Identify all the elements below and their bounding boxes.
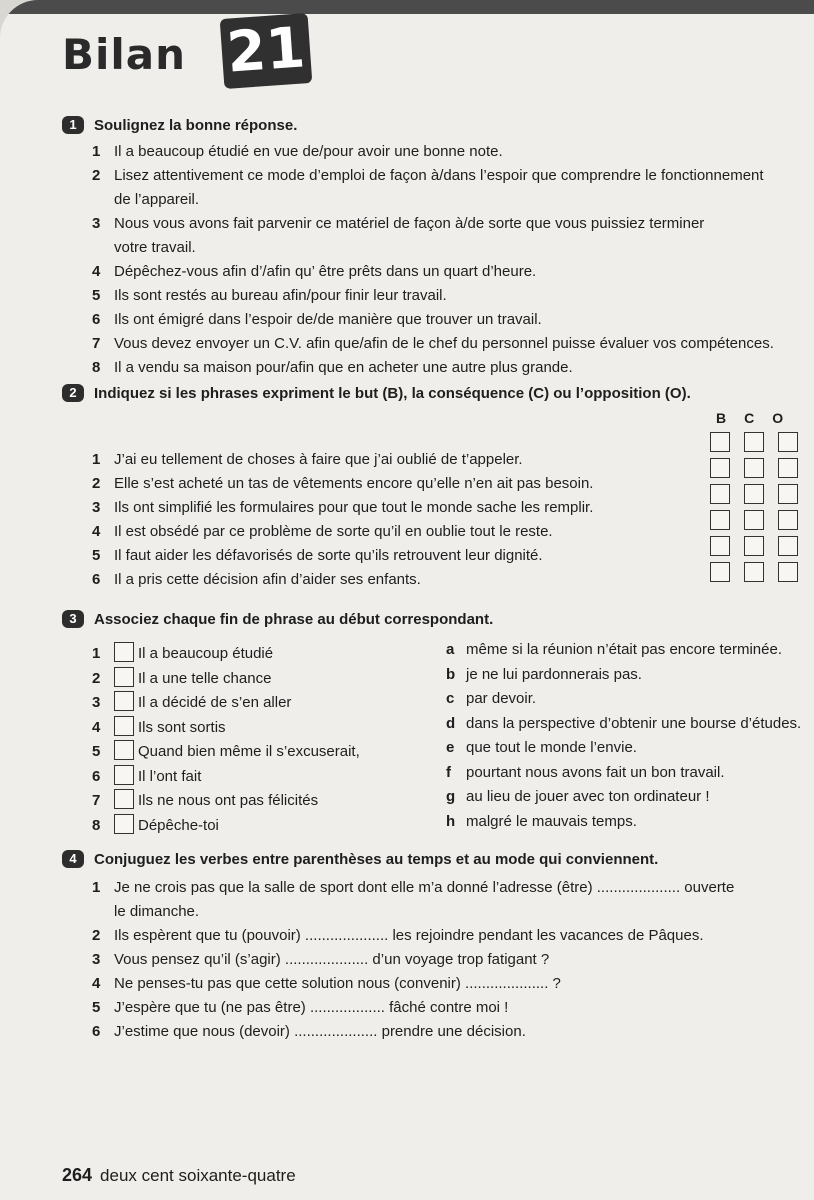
sentence-starts	[62, 642, 392, 838]
list-item: 5 Quand bien même il s’excuserait,	[62, 740, 392, 765]
list-item: 6 J’estime que nous (devoir) .................... prendre une décision.	[92, 1023, 526, 1040]
list-item: 4 Ne penses-tu pas que cette solution nous (convenir) .................... ?	[92, 975, 561, 992]
list-item: 5 Il faut aider les défavorisés de sorte qu’ils retrouvent leur dignité.	[92, 547, 543, 564]
list-item: 5 Ils sont restés au bureau afin/pour finir leur travail.	[92, 287, 447, 304]
list-item: e que tout le monde l’envie.	[446, 739, 637, 756]
list-item: a même si la réunion n’était pas encore terminée.	[446, 641, 782, 658]
exercise-heading: Associez chaque fin de phrase au début correspondant.	[94, 610, 494, 628]
page-title: Bilan	[62, 30, 187, 79]
answer-box[interactable]	[114, 789, 134, 809]
list-item: 8 Dépêche-toi	[62, 814, 392, 839]
page-number: 264	[62, 1165, 93, 1185]
exercise-heading: Indiquez si les phrases expriment le but (B), la conséquence (C) ou l’opposition (O).	[94, 384, 691, 402]
exercise-1	[62, 116, 802, 380]
exercise-4	[62, 850, 802, 1044]
list-item: 3 Vous pensez qu’il (s’agir) .................... d’un voyage trop fatigant ?	[92, 951, 550, 968]
top-shadow	[0, 0, 814, 14]
exercise-2	[62, 384, 802, 592]
list-item: 4 Il est obsédé par ce problème de sorte qu’il en oublie tout le reste.	[92, 523, 553, 540]
list-item: 8 Il a vendu sa maison pour/afin que en acheter une autre plus grande.	[92, 359, 573, 376]
col-label-c: C	[744, 410, 755, 426]
list-item: 6 Il a pris cette décision afin d’aider ses enfants.	[92, 571, 421, 588]
list-item-continuation: le dimanche.	[114, 903, 200, 920]
list-item: 5 J’espère que tu (ne pas être) .................. fâché contre moi !	[92, 999, 509, 1016]
list-item: g au lieu de jouer avec ton ordinateur !	[446, 788, 710, 805]
list-item: 4 Ils sont sortis	[62, 716, 392, 741]
exercise-3	[62, 610, 802, 838]
exercise-number: 4	[62, 850, 84, 868]
answer-box[interactable]	[114, 814, 134, 834]
list-item: c par devoir.	[446, 690, 537, 707]
exercise-number: 1	[62, 116, 84, 134]
list-item: 2 Il a une telle chance	[62, 667, 392, 692]
answer-box[interactable]	[114, 740, 134, 760]
list-item: 3 Nous vous avons fait parvenir ce matériel de façon à/de sorte que vous puissiez terminer	[92, 215, 705, 232]
list-item: 7 Vous devez envoyer un C.V. afin que/afin de le chef du personnel puisse évaluer vos compétences.	[92, 335, 774, 352]
answer-box[interactable]	[114, 716, 134, 736]
list-item: 7 Ils ne nous ont pas félicités	[62, 789, 392, 814]
col-label-o: O	[772, 410, 784, 426]
sentence-ends	[446, 638, 814, 834]
list-item: 6 Il l’ont fait	[62, 765, 392, 790]
col-label-b: B	[716, 410, 727, 426]
list-item: h malgré le mauvais temps.	[446, 812, 637, 830]
list-item: d dans la perspective d’obtenir une bourse d’études.	[446, 714, 802, 732]
answer-box[interactable]	[114, 691, 134, 711]
exercise-number: 2	[62, 384, 84, 402]
page-footer	[62, 1165, 296, 1186]
list-item: b je ne lui pardonnerais pas.	[446, 665, 642, 683]
list-item: 2 Elle s’est acheté un tas de vêtements encore qu’elle n’en ait pas besoin.	[92, 475, 594, 492]
list-item: 1 Je ne crois pas que la salle de sport dont elle m’a donné l’adresse (être) .................... ouverte	[92, 879, 735, 896]
list-item: 2 Lisez attentivement ce mode d’emploi de façon à/dans l’espoir que comprendre le fonctionnement	[92, 167, 764, 184]
list-item: 1 Il a beaucoup étudié en vue de/pour avoir une bonne note.	[92, 143, 503, 160]
answer-box[interactable]	[114, 642, 134, 662]
list-item: 1 J’ai eu tellement de choses à faire que j’ai oublié de t’appeler.	[92, 451, 523, 468]
list-item: 6 Ils ont émigré dans l’espoir de/de manière que trouver un travail.	[92, 311, 542, 328]
unit-number-badge: 21	[220, 13, 313, 89]
list-item: 2 Ils espèrent que tu (pouvoir) .................... les rejoindre pendant les vacances de Pâques.	[92, 927, 704, 944]
list-item-continuation: votre travail.	[114, 239, 196, 256]
list-item: 3 Ils ont simplifié les formulaires pour que tout le monde sache les remplir.	[92, 499, 594, 516]
answer-box[interactable]	[114, 667, 134, 687]
exercise-heading: Conjuguez les verbes entre parenthèses au temps et au mode qui conviennent.	[94, 850, 659, 868]
list-item: f pourtant nous avons fait un bon travail.	[446, 763, 725, 781]
page-number-words: deux cent soixante-quatre	[100, 1166, 296, 1185]
answer-box[interactable]	[114, 765, 134, 785]
list-item: 3 Il a décidé de s’en aller	[62, 691, 392, 716]
list-item-continuation: de l’appareil.	[114, 191, 200, 208]
list-item: 4 Dépêchez-vous afin d’/afin qu’ être prêts dans un quart d’heure.	[92, 263, 537, 280]
list-item: 1 Il a beaucoup étudié	[62, 642, 392, 667]
exercise-number: 3	[62, 610, 84, 628]
exercise-heading: Soulignez la bonne réponse.	[94, 116, 298, 134]
